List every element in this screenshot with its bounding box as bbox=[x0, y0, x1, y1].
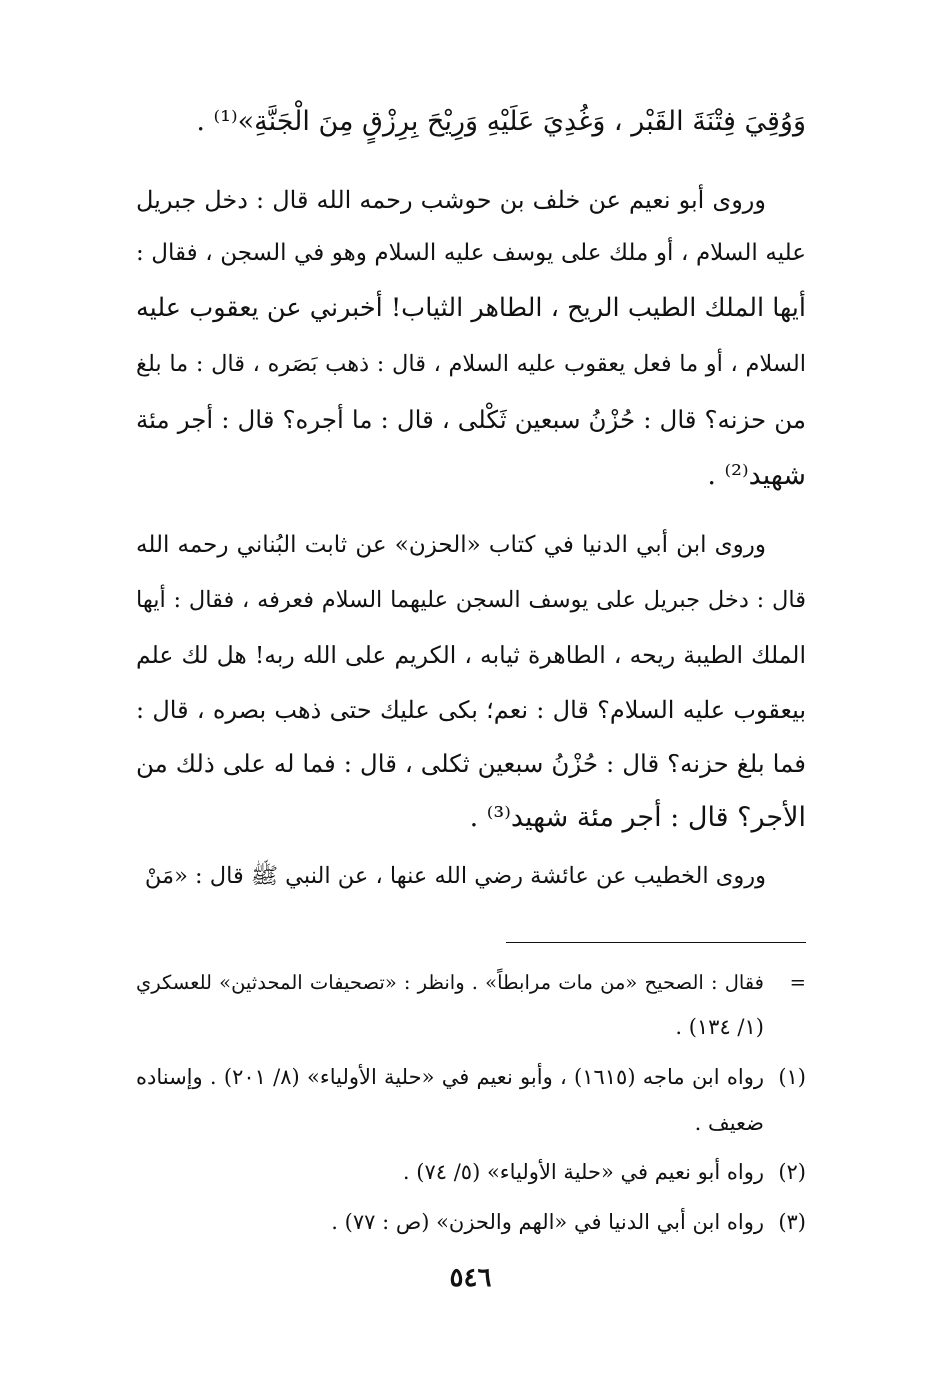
body-line: فما بلغ حزنه؟ قال : حُزْنُ سبعين ثكلى ، قال : فما له على ذلك من bbox=[136, 749, 806, 778]
footnote-text: رواه ابن ماجه (١٦١٥) ، وأبو نعيم في «حلية الأولياء» (٨/ ٢٠١) . وإسناده bbox=[136, 1065, 764, 1089]
footnote-3 bbox=[136, 1207, 806, 1237]
body-line: من حزنه؟ قال : حُزْنُ سبعين ثَكْلى ، قال : ما أجره؟ قال : أجر مئة bbox=[136, 405, 806, 434]
footnote-continuation bbox=[136, 968, 806, 998]
footnote-text: رواه أبو نعيم في «حلية الأولياء» (٥/ ٧٤) . bbox=[402, 1160, 764, 1184]
footnote-continuation-line: (١/ ١٣٤) . bbox=[675, 1015, 764, 1039]
body-line: بيعقوب عليه السلام؟ قال : نعم؛ بكى عليك حتى ذهب بصره ، قال : bbox=[136, 696, 806, 724]
body-line: أيها الملك الطيب الريح ، الطاهر الثياب! أخبرني عن يعقوب عليه bbox=[136, 293, 806, 323]
footnote-number: (٣) bbox=[778, 1210, 806, 1234]
page-number: ٥٤٦ bbox=[449, 1263, 492, 1293]
body-line: السلام ، أو ما فعل يعقوب عليه السلام ، قال : ذهب بَصَره ، قال : ما بلغ bbox=[136, 351, 806, 377]
footnote-text: رواه ابن أبي الدنيا في «الهم والحزن» (ص : ٧٧) . bbox=[331, 1210, 764, 1234]
body-line: شهيد⁽²⁾ . bbox=[707, 460, 806, 491]
footnote-2 bbox=[136, 1157, 806, 1187]
footnote-number: (٢) bbox=[778, 1160, 806, 1184]
footnote-separator bbox=[506, 942, 806, 943]
footnote-number: (١) bbox=[778, 1065, 806, 1089]
body-line: الأجر؟ قال : أجر مئة شهيد⁽³⁾ . bbox=[469, 802, 806, 833]
body-line: وروى ابن أبي الدنيا في كتاب «الحزن» عن ثابت البُناني رحمه الله bbox=[136, 532, 766, 558]
body-line: قال : دخل جبريل على يوسف السجن عليهما السلام فعرفه ، فقال : أيها bbox=[136, 587, 806, 613]
footnote-1-line2: ضعيف . bbox=[694, 1111, 764, 1135]
body-line: وَوُقِيَ فِتْنَةَ القَبْر ، وَغُدِيَ عَلَيْهِ وَرِيْحَ بِرِزْقٍ مِنَ الْجَنَّةِ»⁽¹⁾ . bbox=[196, 106, 806, 137]
footnote-text: فقال : الصحيح «من مات مرابطاً» . وانظر : «تصحيفات المحدثين» للعسكري bbox=[136, 971, 764, 994]
body-line: وروى الخطيب عن عائشة رضي الله عنها ، عن النبي ﷺ قال : «مَنْ bbox=[144, 863, 766, 889]
body-line: عليه السلام ، أو ملك على يوسف عليه السلام وهو في السجن ، فقال : bbox=[136, 240, 806, 266]
body-line: الملك الطيبة ريحه ، الطاهرة ثيابه ، الكريم على الله ربه! هل لك علم bbox=[136, 641, 806, 669]
footnote-continuation-marker: = bbox=[789, 971, 806, 994]
body-line: وروى أبو نعيم عن خلف بن حوشب رحمه الله قال : دخل جبريل bbox=[136, 186, 766, 214]
footnote-1 bbox=[136, 1062, 806, 1092]
